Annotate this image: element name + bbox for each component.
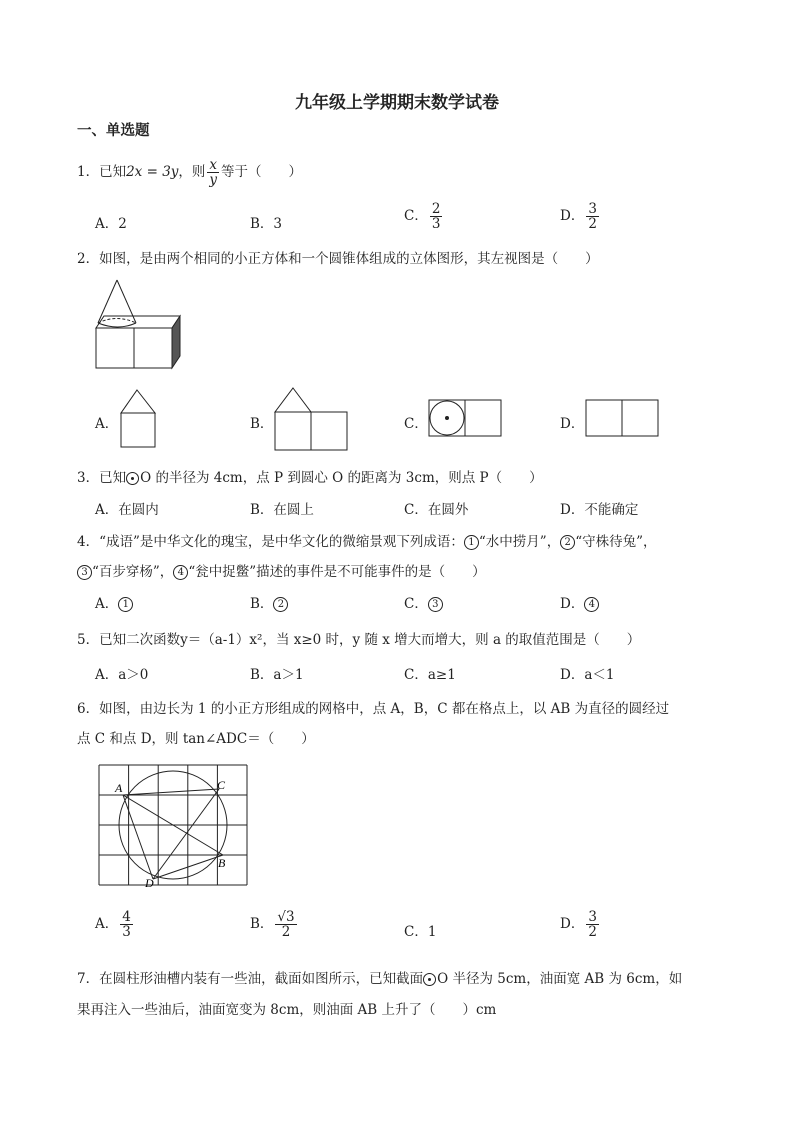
circled-number-3: 3 <box>77 565 92 580</box>
q2-option-c-figure <box>427 398 505 438</box>
question-2: 2．如图，是由两个相同的小正方体和一个圆锥体组成的立体图形，其左视图是（ ） <box>77 251 599 267</box>
section-heading: 一、单选题 <box>77 123 150 139</box>
circle-dot-icon <box>423 973 436 986</box>
q4-option-a[interactable]: A． 1 <box>95 592 133 612</box>
q3-option-b[interactable]: B．在圆上 <box>250 502 314 518</box>
q2-option-a[interactable]: A． <box>95 416 119 432</box>
q3-option-a[interactable]: A．在圆内 <box>95 502 159 518</box>
q2-option-b[interactable]: B． <box>250 416 274 432</box>
q4-option-b[interactable]: B． 2 <box>250 592 288 612</box>
question-6-line-2: 点 C 和点 D，则 tan∠ADC＝（ ） <box>77 731 315 747</box>
q4-option-c[interactable]: C． 3 <box>404 592 443 612</box>
question-7-line-2: 果再注入一些油后，油面宽变为 8cm，则油面 AB 上升了（ ）cm <box>77 1002 497 1018</box>
q1-equation: 2x = 3y <box>126 164 179 181</box>
question-5: 5．已知二次函数y＝（a-1）x²，当 x≥0 时，y 随 x 增大而增大，则 a 的取值范围是（ ） <box>77 632 641 648</box>
q3-option-d[interactable]: D．不能确定 <box>560 502 639 518</box>
question-4-line-2: 3 “百步穿杨”， 4 “瓮中捉鳖”描述的事件是不可能事件的是（ ） <box>77 560 486 580</box>
circled-number-4: 4 <box>173 565 188 580</box>
q1-option-c[interactable]: C． $\frac{2}{3}$ <box>404 201 441 233</box>
question-6-line-1: 6．如图，由边长为 1 的小正方形组成的网格中，点 A，B，C 都在格点上，以 AB 为直径的圆经过 <box>77 701 670 717</box>
q2-option-d-figure <box>584 398 662 438</box>
circle-dot-icon <box>126 472 139 485</box>
q2-option-d[interactable]: D． <box>560 416 585 432</box>
q6-label-b: B <box>218 856 226 870</box>
q2-option-c[interactable]: C． <box>404 416 428 432</box>
circled-number-2: 2 <box>560 535 575 550</box>
q1-option-b[interactable]: B．3 <box>250 216 283 232</box>
q6-label-d: D <box>145 876 154 890</box>
q1-option-a[interactable]: A．2 <box>95 216 127 232</box>
q2-option-b-figure <box>273 386 351 452</box>
q6-label-a: A <box>115 781 123 795</box>
q5-option-c[interactable]: C．a≥1 <box>404 667 456 683</box>
q5-option-b[interactable]: B．a＞1 <box>250 667 304 683</box>
q5-option-d[interactable]: D．a＜1 <box>560 667 615 683</box>
q6-grid-figure <box>97 763 257 893</box>
q5-option-a[interactable]: A．a＞0 <box>95 667 149 683</box>
page-title: 九年级上学期期末数学试卷 <box>295 93 499 113</box>
q1-prefix: 1．已知 <box>77 164 127 181</box>
q6-option-c[interactable]: C．1 <box>404 924 437 940</box>
question-3: 3．已知 O 的半径为 4cm，点 P 到圆心 O 的距离为 3cm，则点 P（ ） <box>77 470 543 486</box>
q6-label-c: C <box>217 778 226 792</box>
q6-option-a[interactable]: A． $\frac{4}{3}$ <box>95 909 131 941</box>
q2-option-a-figure <box>119 388 159 450</box>
question-7-line-1: 7．在圆柱形油槽内装有一些油，截面如图所示，已知截面 O 半径为 5cm，油面宽 AB 为 6cm，如 <box>77 971 683 987</box>
q6-option-d[interactable]: D． $\frac{3}{2}$ <box>560 909 597 941</box>
q1-mid: ，则 <box>178 164 206 181</box>
q3-option-c[interactable]: C．在圆外 <box>404 502 469 518</box>
question-1 <box>77 158 302 187</box>
question-4-line-1: 4．“成语”是中华文化的瑰宝，是中华文化的微缩景观下列成语： 1 “水中捞月”， 2 “守株待兔”， <box>77 534 657 550</box>
q6-option-b[interactable]: B． $\frac{√3}{2}$ <box>250 909 295 941</box>
q1-fraction: $\frac{x}{y}$ <box>209 157 218 189</box>
q1-suffix: 等于（ ） <box>221 164 303 181</box>
q2-solid-figure <box>92 278 187 370</box>
q1-option-d[interactable]: D． $\frac{3}{2}$ <box>560 201 597 233</box>
q4-option-d[interactable]: D． 4 <box>560 592 599 612</box>
circled-number-1: 1 <box>464 535 479 550</box>
